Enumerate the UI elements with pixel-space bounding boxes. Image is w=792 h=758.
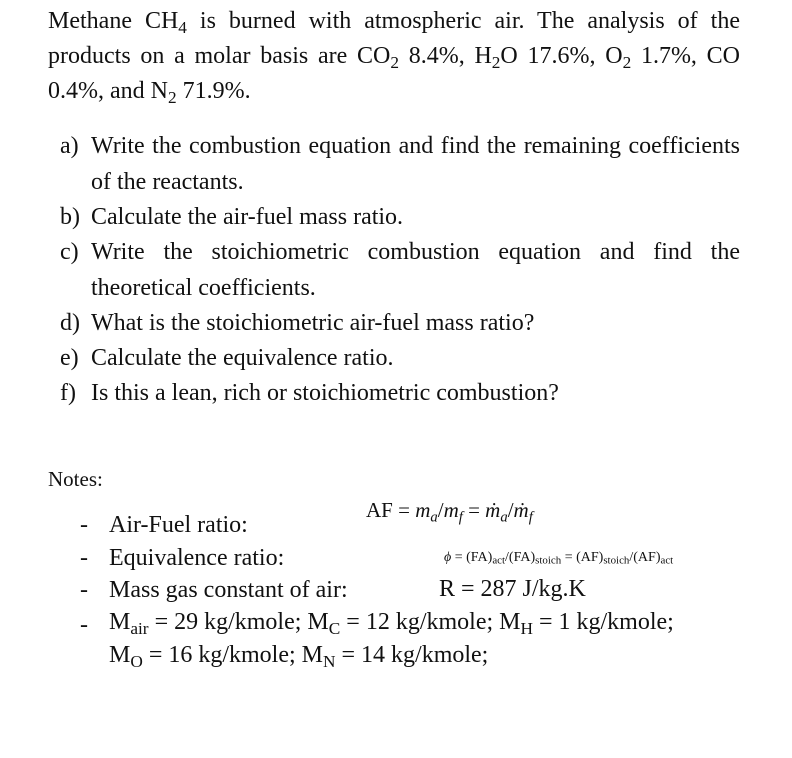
question-letter: b) bbox=[60, 204, 80, 230]
question-e bbox=[60, 340, 740, 376]
question-d bbox=[60, 305, 740, 341]
gas-constant-value: R = 287 J/kg.K bbox=[439, 576, 586, 602]
question-letter: a) bbox=[60, 133, 79, 159]
question-list bbox=[60, 128, 740, 410]
question-letter: d) bbox=[60, 310, 80, 336]
gas-constant-label: Mass gas constant of air: bbox=[109, 577, 348, 603]
air-fuel-formula: AF = $m_a/m_f$ = ṁ$_a$/ṁ$_f$ bbox=[366, 498, 533, 526]
air-fuel-label: Air-Fuel ratio: bbox=[109, 512, 248, 538]
question-letter: f) bbox=[60, 380, 76, 406]
equivalence-formula: $\phi = (FA)_{act}/(FA)_{stoich} = (AF)_{stoich}/(AF)_{act}$ bbox=[444, 550, 674, 567]
question-c bbox=[60, 234, 740, 306]
question-f bbox=[60, 375, 740, 411]
bullet-dash: - bbox=[80, 545, 88, 571]
molar-masses-line-1: $M_{air} = 29$ kg/kmole; $M_C = 12$ kg/kmole; $M_H = 1$ kg/kmole; bbox=[109, 609, 674, 638]
notes-heading: Notes: bbox=[48, 467, 103, 491]
question-text: Calculate the air-fuel mass ratio. bbox=[91, 204, 404, 230]
bullet-dash: - bbox=[80, 512, 88, 538]
bullet-dash: - bbox=[80, 612, 88, 638]
question-text: Calculate the equivalence ratio. bbox=[91, 345, 394, 371]
question-a bbox=[60, 128, 740, 200]
problem-statement: Methane $CH_4$ is burned with atmospheric air. The analysis of the products on a molar basis are $CO_2$ 8.4%, $H_2O$ 17.6%, $O_2$ 1.7%, CO 0.4%, and $N_2$ 71.9%. bbox=[48, 8, 741, 107]
question-letter: e) bbox=[60, 345, 79, 371]
question-text: What is the stoichiometric air-fuel mass ratio? bbox=[91, 310, 535, 336]
bullet-dash: - bbox=[80, 577, 88, 603]
question-text: Write the combustion equation and find the remaining coefficients of the reactants. bbox=[91, 133, 740, 195]
question-letter: c) bbox=[60, 239, 79, 265]
equivalence-label: Equivalence ratio: bbox=[109, 545, 285, 571]
molar-masses-line-2: $M_O = 16$ kg/kmole; $M_N = 14$ kg/kmole; bbox=[109, 642, 489, 671]
question-text: Write the stoichiometric combustion equation and find the theoretical coefficients. bbox=[91, 239, 740, 301]
question-b bbox=[60, 199, 740, 235]
question-text: Is this a lean, rich or stoichiometric combustion? bbox=[91, 380, 559, 406]
